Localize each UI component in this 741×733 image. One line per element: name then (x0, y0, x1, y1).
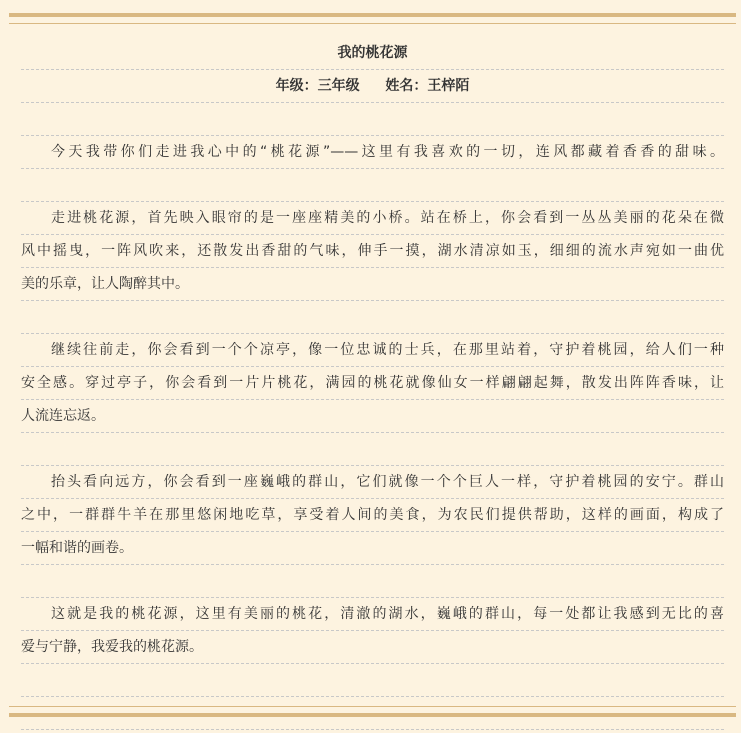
blank-line (21, 433, 724, 466)
essay-content (21, 37, 724, 701)
paragraph-line: 美的乐章，让人陶醉其中。 (21, 268, 724, 301)
name-label: 姓名：王梓陌 (385, 78, 470, 94)
paragraph-line: 安全感。穿过亭子，你会看到一片片桃花，满园的桃花就像仙女一样翩翩起舞，散发出阵阵香味，让 (21, 367, 724, 400)
paragraph-line: 一幅和谐的画卷。 (21, 532, 724, 565)
student-meta (21, 70, 724, 103)
paragraph-line: 风中摇曳，一阵风吹来，还散发出香甜的气味，伸手一摸，湖水清凉如玉，细细的流水声宛如一曲优 (21, 235, 724, 268)
essay-title: 我的桃花源 (21, 37, 724, 70)
top-border-thick (9, 13, 736, 17)
paragraph-line: 之中，一群群牛羊在那里悠闲地吃草，享受着人间的美食，为农民们提供帮助，这样的画面，构成了 (21, 499, 724, 532)
blank-line (21, 301, 724, 334)
bottom-border-thick (9, 713, 736, 717)
paragraph-line: 继续往前走，你会看到一个个凉亭，像一位忠诚的士兵，在那里站着，守护着桃园，给人们一种 (21, 334, 724, 367)
paragraph-line: 爱与宁静，我爱我的桃花源。 (21, 631, 724, 664)
blank-line (21, 169, 724, 202)
paragraph-line: 今天我带你们走进我心中的“桃花源”——这里有我喜欢的一切，连风都藏着香香的甜味。 (21, 136, 724, 169)
blank-line (21, 103, 724, 136)
blank-line (21, 565, 724, 598)
top-border-thin (9, 23, 736, 24)
paragraph-line: 这就是我的桃花源，这里有美丽的桃花，清澈的湖水，巍峨的群山，每一处都让我感到无比的喜 (21, 598, 724, 631)
paragraph-line: 抬头看向远方，你会看到一座巍峨的群山，它们就像一个个巨人一样，守护着桃园的安宁。群山 (21, 466, 724, 499)
grade-label: 年级：三年级 (275, 78, 360, 94)
blank-line (21, 664, 724, 697)
essay-paper (9, 13, 736, 717)
paragraph-line: 人流连忘返。 (21, 400, 724, 433)
paragraph-line: 走进桃花源，首先映入眼帘的是一座座精美的小桥。站在桥上，你会看到一丛丛美丽的花朵在微 (21, 202, 724, 235)
bottom-border-thin (9, 706, 736, 707)
